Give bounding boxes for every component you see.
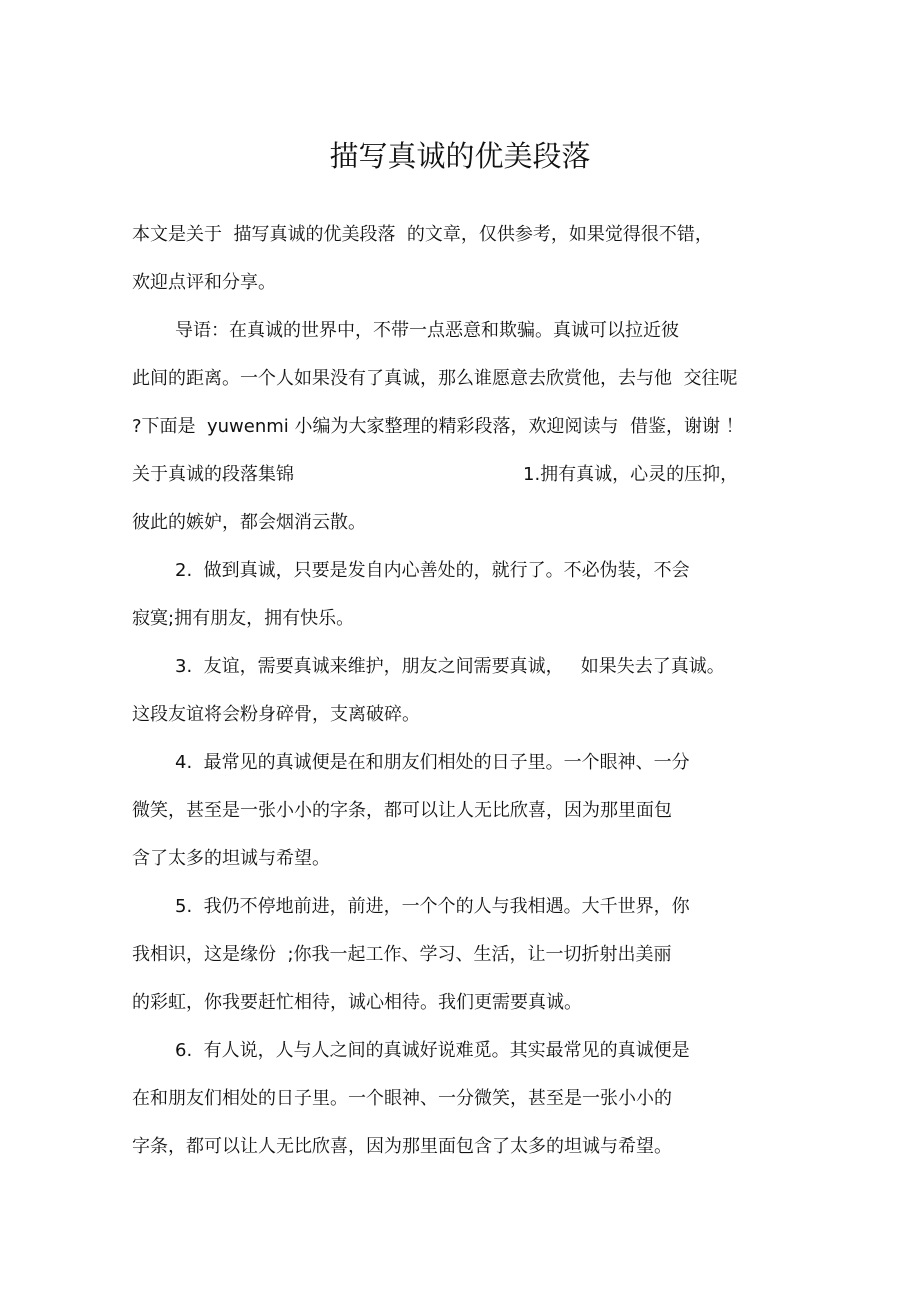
item-2-line-1: 2. 做到真诚，只要是发自内心善处的，就行了。不必伪装，不会 <box>175 560 690 581</box>
item-5-line-2: 我相识，这是缘份 ;你我一起工作、学习、生活，让一切折射出美丽 <box>132 944 672 965</box>
item-1-line-2: 彼此的嫉妒，都会烟消云散。 <box>132 512 366 533</box>
document-title: 描写真诚的优美段落 <box>329 139 591 173</box>
item-4-line-2: 微笑，甚至是一张小小的字条，都可以让人无比欣喜，因为那里面包 <box>132 800 672 821</box>
item-6-line-3: 字条，都可以让人无比欣喜，因为那里面包含了太多的坦诚与希望。 <box>132 1136 672 1157</box>
guide-line-1: 导语：在真诚的世界中，不带一点恶意和欺骗。真诚可以拉近彼 <box>175 320 679 341</box>
guide-line-2: 此间的距离。一个人如果没有了真诚，那么谁愿意去欣赏他，去与他 交往呢 <box>132 368 738 389</box>
item-5-line-3: 的彩虹，你我要赶忙相待，诚心相待。我们更需要真诚。 <box>132 992 582 1013</box>
intro-line-1: 本文是关于 描写真诚的优美段落 的文章，仅供参考，如果觉得很不错， <box>132 224 713 245</box>
guide-line-3: ?下面是 yuwenmi 小编为大家整理的精彩段落，欢迎阅读与 借鉴，谢谢 ！ <box>132 416 744 437</box>
item-1-line-1: 1.拥有真诚，心灵的压抑， <box>523 464 739 485</box>
item-2-line-2: 寂寞;拥有朋友，拥有快乐。 <box>132 608 355 629</box>
section-heading: 关于真诚的段落集锦 <box>132 464 294 485</box>
item-3-line-2: 这段友谊将会粉身碎骨，支离破碎。 <box>132 704 420 725</box>
item-4-line-3: 含了太多的坦诚与希望。 <box>132 848 330 869</box>
item-6-line-2: 在和朋友们相处的日子里。一个眼神、一分微笑，甚至是一张小小的 <box>132 1088 672 1109</box>
item-3-line-1: 3. 友谊，需要真诚来维护，朋友之间需要真诚， 如果失去了真诚。 <box>175 656 725 677</box>
item-6-line-1: 6. 有人说，人与人之间的真诚好说难觅。其实最常见的真诚便是 <box>175 1040 690 1061</box>
intro-line-2: 欢迎点评和分享。 <box>132 272 276 293</box>
item-5-line-1: 5. 我仍不停地前进，前进，一个个的人与我相遇。大千世界，你 <box>175 896 690 917</box>
item-4-line-1: 4. 最常见的真诚便是在和朋友们相处的日子里。一个眼神、一分 <box>175 752 690 773</box>
